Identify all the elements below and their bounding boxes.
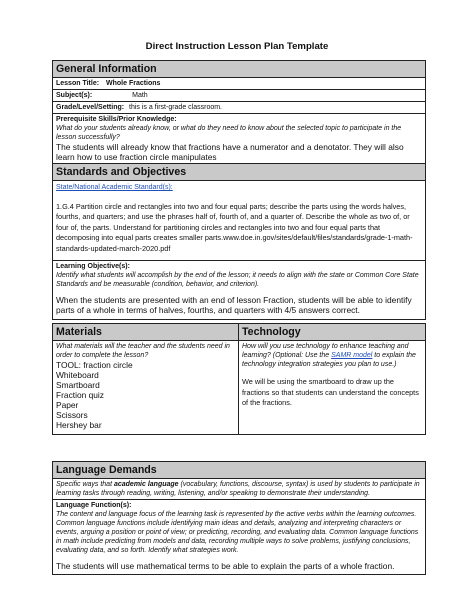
- prerequisite-prompt: What do your students already know, or what do they need to know about the selected topic to participate in the lesson successfully?: [56, 125, 402, 141]
- subjects-row: [53, 90, 425, 102]
- technology-heading: Technology: [242, 326, 301, 338]
- language-function-row: [53, 500, 425, 574]
- grade-label: Grade/Level/Setting:: [56, 104, 125, 111]
- materials-item: Scissors: [56, 410, 88, 420]
- learning-objective-prompt: Identify what students will accomplish by the end of the lesson; it needs to align with the state or Common Core State Standards and be measurable (condition, behavior, and criterion).: [56, 272, 419, 289]
- materials-technology-table: [52, 323, 426, 435]
- language-function-label: Language Function(s):: [56, 502, 132, 509]
- technology-prompt: How will you use technology to enhance teaching and learning? (Optional: Use the SAMR model to explain the technology integration strategies you plan to use.): [242, 343, 416, 368]
- technology-cell: [239, 341, 425, 434]
- language-function-answer: The students will use mathematical terms to be able to explain the parts of a whole fraction.: [56, 561, 395, 571]
- language-heading: Language Demands: [53, 462, 425, 479]
- prerequisite-label: Prerequisite Skills/Prior Knowledge:: [56, 116, 177, 123]
- language-function-prompt: The content and language focus of the learning task is represented by the active verbs within the learning outcomes. Common language functions include identifying main ideas and details, analyzing and interpreting characters or events, arguing a position or point of view; or predicting, recording, and evaluating data. Common language functions in math include predicting from models and data, recording multiple ways to solve problems, justifying conclusions, evaluating data, and so forth. Identify what strategies work.: [56, 511, 419, 554]
- materials-item: Paper: [56, 400, 79, 410]
- general-information-table: [52, 60, 426, 164]
- learning-objective-row: [53, 261, 425, 319]
- materials-heading: Materials: [53, 324, 239, 340]
- learning-objective-label: Learning Objective(s):: [56, 263, 130, 271]
- materials-item: TOOL: fraction circle: [56, 360, 133, 370]
- lesson-title-row: [53, 78, 425, 90]
- language-table: [52, 461, 426, 575]
- state-standards-link[interactable]: State/National Academic Standard(s):: [56, 184, 173, 191]
- state-standards-row: [53, 181, 425, 261]
- language-intro-row: [53, 479, 425, 500]
- materials-technology-body: [53, 341, 425, 434]
- materials-list: [56, 360, 235, 430]
- language-intro: Specific ways that academic language (vocabulary, functions, discourse, syntax) is used by students to participate in learning tasks through reading, writing, listening, and/or speaking to demonstrate their understanding.: [56, 481, 420, 497]
- technology-answer: We will be using the smartboard to draw up the fractions so that students can understand the concepts of the fractions.: [242, 377, 419, 407]
- materials-item: Fraction quiz: [56, 390, 104, 400]
- materials-cell: [53, 341, 239, 434]
- learning-objective-answer: When the students are presented with an end of lesson Fraction, students will be able to identify parts of a whole in terms of halves, fourths, and quarters with 4/5 answers correct.: [56, 295, 412, 316]
- grade-row: [53, 102, 425, 114]
- grade-value: this is a first-grade classroom.: [129, 104, 223, 111]
- standard-text: 1.G.4 Partition circle and rectangles into two and four equal parts; describe the parts using the words halves, fourths, and quarters; and use the phrases half of, fourth of, and a quarter of. Describe the whole as two of, or four of, the parts. Understand for partitioning circles and rectangles into two and four equal parts that decomposing into equal parts creates smaller parts.www.doe.in.gov/sites/default/files/standards/grade-1-math-standards-updated-march-2020.pdf: [56, 202, 413, 253]
- prerequisite-answer: The students will already know that fractions have a numerator and a denotator. They will also learn how to use fraction circle manipulates: [56, 142, 404, 162]
- materials-prompt: What materials will the teacher and the students need in order to complete the lesson?: [56, 343, 230, 359]
- prerequisite-row: [53, 114, 425, 163]
- materials-item: Whiteboard: [56, 370, 99, 380]
- materials-item: Hershey bar: [56, 420, 102, 430]
- materials-technology-headings: [53, 324, 425, 341]
- lesson-title-label: Lesson Title:: [56, 80, 100, 87]
- materials-item: Smartboard: [56, 380, 100, 390]
- general-information-heading: General Information: [53, 61, 425, 78]
- subjects-label: Subject(s):: [56, 92, 93, 99]
- standards-heading: Standards and Objectives: [53, 164, 425, 181]
- subjects-value: Math: [132, 92, 148, 99]
- lesson-title-value: Whole Fractions: [106, 80, 161, 87]
- standards-table: [52, 163, 426, 320]
- samr-model-link[interactable]: SAMR model: [331, 352, 373, 359]
- document-title: Direct Instruction Lesson Plan Template: [145, 41, 329, 52]
